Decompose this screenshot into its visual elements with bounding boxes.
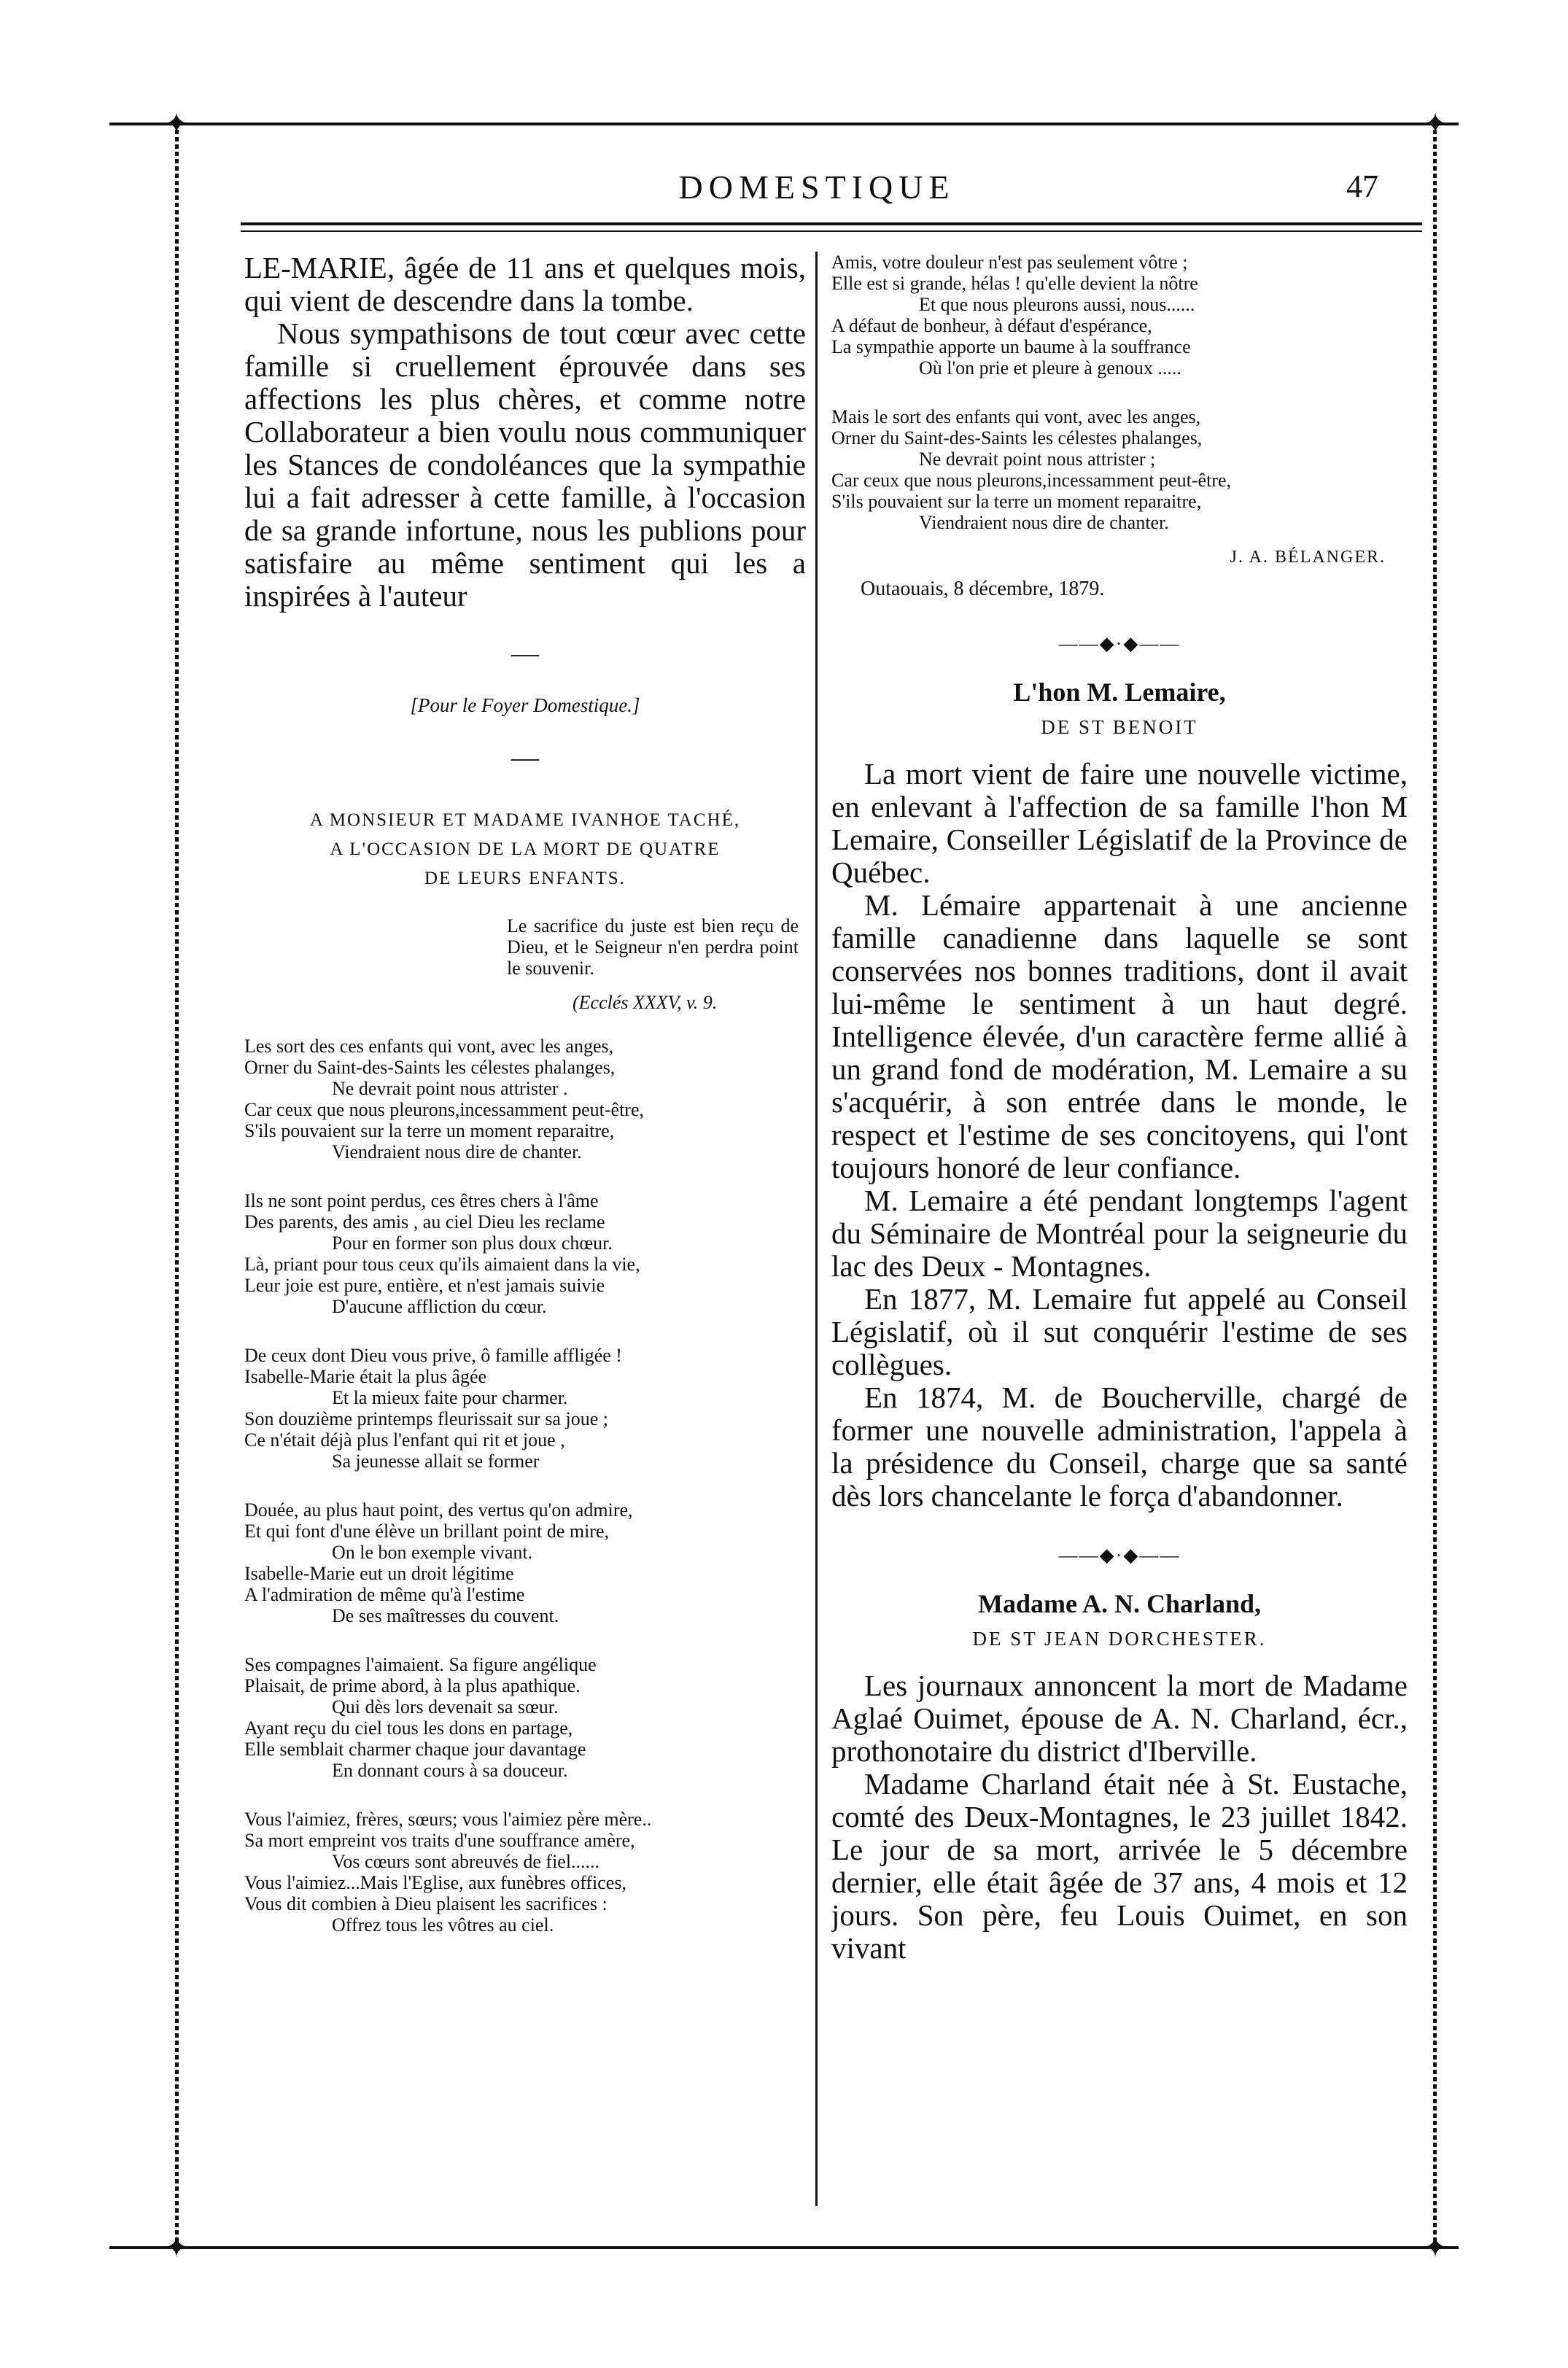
poem-line: Qui dès lors devenait sa sœur. [332, 1696, 559, 1717]
poem-line: Plaisait, de prime abord, à la plus apathique. [244, 1675, 581, 1696]
obituary-paragraph: En 1874, M. de Boucherville, chargé de former une nouvelle administration, l'appela à la présidence du Conseil, charge que sa santé dès lors chancelante le força d'abandonner. [831, 1381, 1408, 1513]
poem-stanza [244, 1036, 806, 1162]
obituary-subtitle: DE ST JEAN DORCHESTER. [972, 1628, 1267, 1650]
poem-line: Isabelle-Marie était la plus âgée [244, 1366, 487, 1387]
poem-line: S'ils pouvaient sur la terre un moment reparaitre, [244, 1120, 615, 1141]
ornamental-separator: ——◆·◆—— [1058, 1545, 1181, 1566]
poem-line: Et que nous pleurons aussi, nous...... [919, 294, 1195, 315]
obituary-paragraph: En 1877, M. Lemaire fut appelé au Conseil Législatif, où il sut conquérir l'estime de ses collègues. [831, 1282, 1408, 1381]
dash-separator: — [511, 638, 539, 669]
dedication-line: A MONSIEUR ET MADAME IVANHOE TACHÉ, [309, 810, 741, 830]
poem-line: On le bon exemple vivant. [332, 1542, 533, 1563]
poem-line: Orner du Saint-des-Saints les célestes phalanges, [831, 427, 1203, 449]
header-rule-thin [241, 230, 1422, 232]
poem-line: Car ceux que nous pleurons,incessamment peut-être, [244, 1099, 644, 1120]
poem-line: Ce n'était déjà plus l'enfant qui rit et joue , [244, 1429, 565, 1451]
poem-line: Elle est si grande, hélas ! qu'elle devient la nôtre [831, 273, 1198, 294]
poem-line: Où l'on prie et pleure à genoux ..... [919, 357, 1181, 379]
poem-stanza [831, 406, 1408, 533]
place-date: Outaouais, 8 décembre, 1879. [861, 578, 1105, 600]
poem-line: Viendraient nous dire de chanter. [919, 512, 1169, 533]
poem-line: A défaut de bonheur, à défaut d'espérance, [831, 315, 1152, 336]
corner-ornament-icon: ✦ [1423, 2231, 1448, 2264]
poem-line: Leur joie est pure, entière, et n'est jamais suivie [244, 1275, 605, 1296]
obituary-title: Madame A. N. Charland, [977, 1589, 1262, 1618]
frame-left-border [175, 123, 179, 2246]
poem-line: La sympathie apporte un baume à la souffrance [831, 336, 1191, 357]
dedication [244, 806, 806, 893]
page-number: 47 [1346, 168, 1378, 204]
poem-line: Vous l'aimiez...Mais l'Eglise, aux funèbres offices, [244, 1872, 626, 1893]
frame-right-border [1433, 123, 1437, 2246]
poem-line: Sa mort empreint vos traits d'une souffrance amère, [244, 1830, 635, 1851]
frame-bottom-border [109, 2246, 1459, 2249]
frame-top-border [109, 123, 1459, 125]
poem-line: A l'admiration de même qu'à l'estime [244, 1584, 525, 1605]
poem-line: Amis, votre douleur n'est pas seulement vôtre ; [831, 252, 1188, 273]
poem-line: Orner du Saint-des-Saints les célestes phalanges, [244, 1057, 616, 1078]
left-column [244, 252, 806, 2206]
poem-line: Elle semblait charmer chaque jour davantage [244, 1739, 586, 1760]
poem-signature: J. A. BÉLANGER. [1230, 548, 1386, 567]
poem-stanza [244, 1345, 806, 1472]
right-column [831, 252, 1408, 2206]
poem-line: Viendraient nous dire de chanter. [332, 1141, 582, 1162]
dedication-line: DE LEURS ENFANTS. [424, 869, 626, 888]
poem-line: Son douzième printemps fleurissait sur sa joue ; [244, 1408, 608, 1429]
epigraph: Le sacrifice du juste est bien reçu de Dieu, et le Seigneur n'en perdra point le souvenir. [507, 915, 799, 979]
poem-line: D'aucune affliction du cœur. [332, 1296, 547, 1317]
corner-ornament-icon: ✦ [164, 107, 189, 141]
obituary-paragraph: M. Lémaire appartenait à une ancienne famille canadienne dans laquelle se sont conservées nos bonnes traditions, dont il avait lui-même le sentiment à un haut degré. Intelligence élevée, d'un caractère ferme allié à un grand fond de modération, M. Lemaire a su s'acquérir, à son entrée dans le monde, le respect et l'estime de ses concitoyens, qui l'ont toujours honoré de leur confiance. [831, 888, 1408, 1184]
poem-line: Vous l'aimiez, frères, sœurs; vous l'aimiez père mère.. [244, 1809, 652, 1830]
running-title: DOMESTIQUE [678, 168, 955, 206]
poem-line: De ses maîtresses du couvent. [332, 1605, 559, 1626]
poem-line: Des parents, des amis , au ciel Dieu les reclame [244, 1211, 605, 1232]
intro-paragraph: LE-MARIE, âgée de 11 ans et quelques mois, qui vient de descendre dans la tombe. [244, 252, 806, 317]
poem-stanza [244, 1190, 806, 1317]
poem-line: Sa jeunesse allait se former [332, 1451, 540, 1472]
header-rule [241, 222, 1422, 225]
dedication-line: A L'OCCASION DE LA MORT DE QUATRE [330, 839, 721, 859]
poem-line: S'ils pouvaient sur la terre un moment reparaitre, [831, 491, 1202, 512]
obituary-paragraph: Les journaux annoncent la mort de Madame Aglaé Ouimet, épouse de A. N. Charland, écr., prothonotaire du district d'Iberville. [831, 1669, 1408, 1768]
corner-ornament-icon: ✦ [1423, 107, 1448, 141]
corner-ornament-icon: ✦ [164, 2231, 189, 2264]
poem-line: Car ceux que nous pleurons,incessamment peut-être, [831, 470, 1231, 491]
ornamental-separator: ——◆·◆—— [1058, 633, 1181, 654]
poem-line: De ceux dont Dieu vous prive, ô famille affligée ! [244, 1345, 622, 1366]
poem-line: Les sort des ces enfants qui vont, avec les anges, [244, 1036, 614, 1057]
poem-continued [831, 252, 1408, 533]
page-header [241, 164, 1422, 215]
column-divider [815, 252, 818, 2206]
poem-line: Et la mieux faite pour charmer. [332, 1387, 568, 1408]
obituary-subtitle: DE ST BENOIT [1041, 716, 1198, 738]
epigraph-reference: (Ecclés XXXV, v. 9. [573, 992, 718, 1013]
poem [244, 1036, 806, 1936]
poem-line: Ne devrait point nous attrister . [332, 1078, 568, 1099]
poem-line: Ils ne sont point perdus, ces êtres chers à l'âme [244, 1190, 599, 1211]
poem-line: Ses compagnes l'aimaient. Sa figure angélique [244, 1654, 597, 1675]
poem-line: Offrez tous les vôtres au ciel. [332, 1914, 554, 1936]
poem-line: Vous dit combien à Dieu plaisent les sacrifices : [244, 1893, 608, 1914]
poem-line: Ayant reçu du ciel tous les dons en partage, [244, 1717, 573, 1739]
poem-stanza [244, 1809, 806, 1936]
poem-line: Douée, au plus haut point, des vertus qu'on admire, [244, 1499, 633, 1521]
poem-line: En donnant cours à sa douceur. [332, 1760, 568, 1781]
intro-paragraph: Nous sympathisons de tout cœur avec cette famille si cruellement éprouvée dans ses affections les plus chères, et comme notre Collaborateur a bien voulu nous communiquer les Stances de condoléances que la sympathie lui a fait adresser à cette famille, à l'occasion de sa grande infortune, nous les publions pour satisfaire au même sentiment qui les a inspirées à l'auteur [244, 317, 806, 613]
poem-line: Là, priant pour tous ceux qu'ils aimaient dans la vie, [244, 1254, 640, 1275]
obituary-paragraph: Madame Charland était née à St. Eustache, comté des Deux-Montagnes, le 23 juillet 1842. Le jour de sa mort, arrivée le 5 décembre dernier, elle était âgée de 37 ans, 4 mois et 12 jours. Son père, feu Louis Ouimet, en son vivant [831, 1767, 1408, 1965]
obituary-paragraph: M. Lemaire a été pendant longtemps l'agent du Séminaire de Montréal pour la seigneurie du lac des Deux - Montagnes. [831, 1184, 1408, 1283]
poem-line: Et qui font d'une élève un brillant point de mire, [244, 1521, 610, 1542]
poem-line: Isabelle-Marie eut un droit légitime [244, 1563, 514, 1584]
obituary-title: L'hon M. Lemaire, [1013, 678, 1226, 707]
poem-line: Mais le sort des enfants qui vont, avec les anges, [831, 406, 1201, 427]
source-note: [Pour le Foyer Domestique.] [410, 694, 640, 716]
poem-stanza [831, 252, 1408, 379]
obituary-paragraph: La mort vient de faire une nouvelle victime, en enlevant à l'affection de sa famille l'hon M Lemaire, Conseiller Législatif de la Province de Québec. [831, 757, 1408, 889]
dash-separator: — [511, 742, 539, 773]
poem-line: Pour en former son plus doux chœur. [332, 1232, 613, 1254]
poem-line: Vos cœurs sont abreuvés de fiel...... [332, 1851, 600, 1872]
poem-line: Ne devrait point nous attrister ; [919, 449, 1156, 470]
poem-stanza [244, 1654, 806, 1781]
poem-stanza [244, 1499, 806, 1626]
